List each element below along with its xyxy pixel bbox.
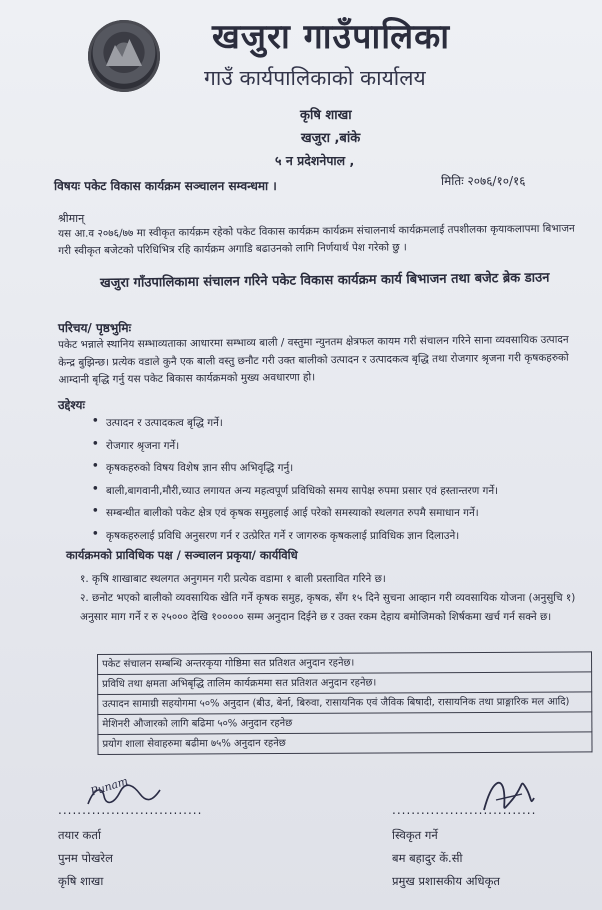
list-item [80,570,580,589]
office-name: खजुरा गाउँपालिका [212,17,451,57]
office-province: ५ न प्रदेशनेपाल , [275,153,355,168]
prepared-by-unit: कृषि शाखा [58,874,104,888]
table-row [98,732,592,755]
step-number: २. [80,592,89,604]
document-heading: खजुरा गाँउपालिकामा संचालन गरिने पकेट विकास कार्यक्रम कार्य बिभाजन तथा बजेट ब्रेक डाउन [100,270,550,291]
table-cell: प्रविधि तथा क्षमता अभिबृद्धि तालिम कार्यक्रममा सत प्रतिशत अनुदान रहनेछ। [98,672,592,695]
list-item: • कृषकहरुलाई प्रविधि अनुसरण गर्न र उत्प्रेरित गर्ने र जागरुक कृषकलाई प्राविधिक ज्ञान दिलाउने। [92,529,498,552]
objectives-heading: उद्देश्यः [58,398,85,412]
office-subtitle: गाउँ कार्यपालिकाको कार्यालय [204,66,426,90]
approved-by-name: बम बहादुर कें.सी [392,851,463,865]
municipality-emblem-icon [88,20,160,92]
intro-text: पकेट भन्नाले स्थानिय सम्भाव्यताका आधारमा सम्भाव्य बाली / वस्तुमा न्युनतम क्षेत्रफल कायम गरी संचालन गरिने साना व्यवसायिक उत्पादन केन्द्र बुझिन्छ। प्रत्येक वडाले कुनै एक बाली वस्तु छनौट गरी उक्त बालीको उत्पादन र उत्पादकत्व बृद्धि तथा रोजगार श्रृजना गरी कृषकहरुको आम्दानी बृद्धि गर्नु यस पकेट बिकास कार्यक्रमको मुख्य अवधारणा हो। [58,333,569,386]
letter-date: मितिः २०७६/१०/१६ [441,174,526,188]
expense-table [97,651,593,755]
objectives-list [92,416,498,551]
list-item: • बाली,बागवानी,मौरी,च्याउ लगायत अन्य महत्वपूर्ण प्रविधिको समय सापेक्ष रुपमा प्रसार एवं हस्तान्तरण गर्ने। [92,484,498,507]
table-cell: पकेट संचालन सम्बन्धि अन्तरकृया गोष्ठिमा सत प्रतिशत अनुदान रहनेछ। [98,652,592,675]
list-item: • कृषकहरुको विषय विशेष ज्ञान सीप अभिवृद्धि गर्नु। [92,461,498,484]
prepared-by-role: तयार कर्ता [58,828,101,842]
approved-by-role: स्विकृत गर्ने [392,828,438,842]
intro-heading: परिचय/ पृष्ठभुमिः [58,321,132,335]
signature-line-left: .............................. [58,803,203,817]
branch-name: कृषि शाखा [300,108,352,123]
table-cell: उत्पादन सामाग्री सहयोगमा ५०% अनुदान (बीउ, बेर्ना, बिरुवा, रासायनिक एवं जैविक बिषादी, रासायनिक तथा प्राङ्गारिक मल आदि) [98,692,592,715]
step-number: १. [80,573,89,585]
table-cell: प्रयोग शाला सेवाहरुमा बढीमा ७५% अनुदान रहनेछ [98,732,592,755]
table-cell: मेशिनरी औजारको लागि बढिमा ५०% अनुदान रहनेछ [98,712,592,735]
step-text: छनोट भएको बालीको व्यवसायिक खेति गर्ने कृषक समुह, कृषक, सँग १५ दिने सुचना आव्हान गरी व्यवसायिक योजना (अनुसुचि १) अनुसार माग गर्ने र रु २५००० देखि १००००० सम्म अनुदान दिईने छ र उक्त रकम देहाय बमोजिमको शिर्षकमा खर्च गर्न सक्ने छ। [80,592,576,623]
approved-by-title: प्रमुख प्रशासकीय अधिकृत [392,874,500,888]
table-row [98,712,592,735]
list-item: • रोजगार श्रृजना गर्ने। [92,439,498,462]
procedure-steps [80,570,580,627]
list-item [80,589,580,627]
signature-left-text: Punam [88,774,130,799]
table-row [98,652,592,675]
procedure-heading: कार्यक्रमको प्राविधिक पक्ष / सञ्चालन प्रकृया/ कार्यविधि [66,548,298,562]
step-text: कृषि शाखाबाट स्थलगत अनुगमन गरी प्रत्येक वडामा १ बाली प्रस्तावित गरिने छ। [92,573,386,585]
list-item: • सम्बन्धीत बालीको पकेट क्षेत्र एवं कृषक समुहलाई आई परेको समस्याको स्थलगत रुपमै समाधान गर्ने। [92,506,498,529]
body-paragraph: यस आ.व २०७६/७७ मा स्वीकृत कार्यक्रम रहेको पकेट विकास कार्यक्रम कार्यक्रम संचालनार्थ कार्यक्रमलाई तपशीलका कृयाकलापमा बिभाजन गरी स्वीकृत बजेटको परिधिभित्र रहि कार्यक्रम अगाडि बढाउनको लागि निर्णयार्थ पेश गरेको छु । [58,222,575,257]
salutation: श्रीमान् [58,212,85,225]
signature-line-right: .............................. [392,803,537,817]
letter-subject: विषयः पकेट विकास कार्यक्रम सञ्चालन सम्वन्धमा । [54,179,277,193]
table-row [98,692,592,715]
table-row [98,672,592,695]
prepared-by-name: पुनम पोखरेल [58,851,113,865]
office-location: खजुरा ,बांके [301,131,361,146]
list-item: • उत्पादन र उत्पादकत्व बृद्धि गर्ने। [92,416,498,439]
